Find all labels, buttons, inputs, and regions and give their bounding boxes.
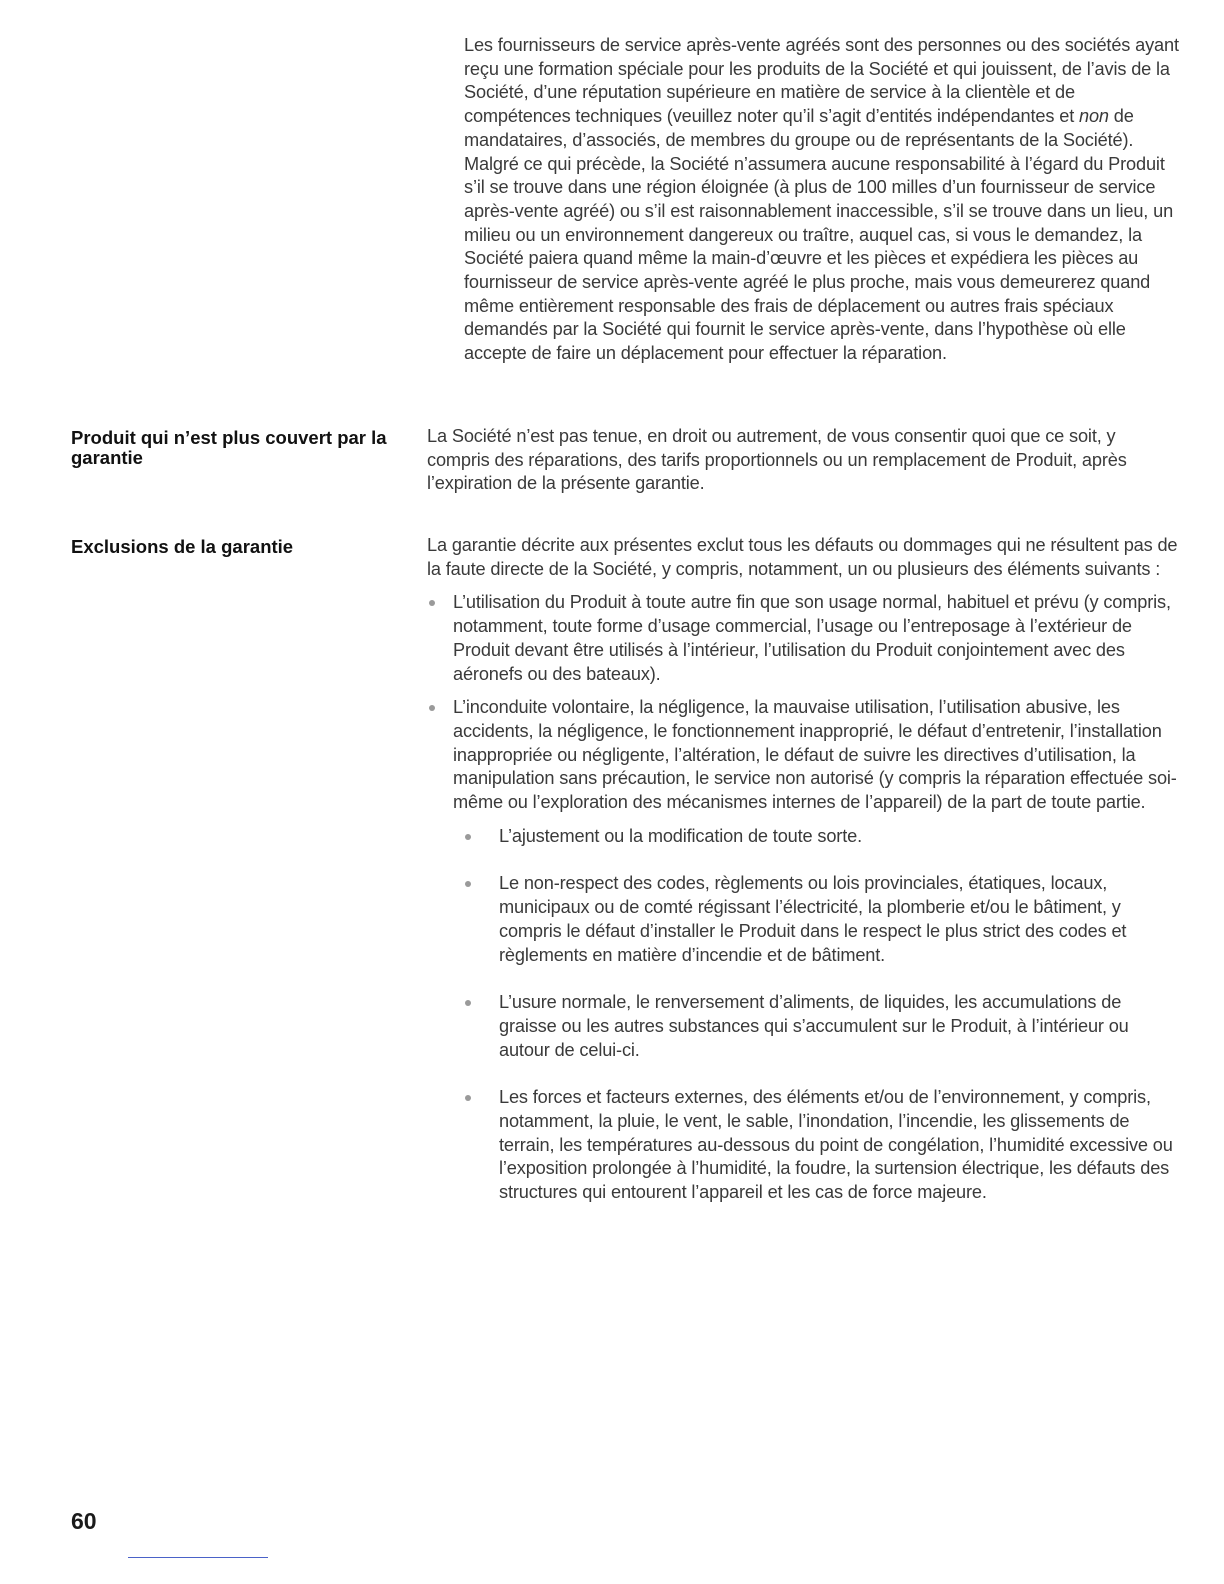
list-item bbox=[427, 991, 1182, 1062]
list-item bbox=[427, 872, 1182, 967]
expired-warranty-section bbox=[427, 425, 1182, 496]
exclusions-heading: Exclusions de la garantie bbox=[71, 536, 294, 557]
bullet-dot-icon bbox=[465, 881, 471, 887]
list-item bbox=[427, 1086, 1182, 1205]
list-item bbox=[427, 825, 1182, 849]
expired-warranty-text: La Société n’est pas tenue, en droit ou autrement, de vous consentir quoi que ce soit, y compris des réparations, des tarifs proportionnels ou un remplacement de Produit, après l’expiration de la présente garantie. bbox=[427, 426, 1127, 494]
exclusions-sub-list bbox=[427, 825, 1182, 1205]
list-item-text: L’inconduite volontaire, la négligence, la mauvaise utilisation, l’utilisation abusive, les accidents, la négligence, le fonctionnement inapproprié, le défaut d’entretenir, l’installation inappropriée ou négligente, l’altération, le défaut de suivre les directives d’utilisation, la manipulation sans précaution, le service non autorisé (y compris la réparation effectuée soi-même ou l’exploration des mécanismes internes de l’appareil) de la part de toute partie. bbox=[453, 697, 1177, 813]
bullet-dot-icon bbox=[429, 600, 435, 606]
expired-warranty-heading: Produit qui n’est plus couvert par la garantie bbox=[71, 427, 387, 468]
list-item-text: Le non-respect des codes, règlements ou lois provinciales, étatiques, locaux, municipaux ou de comté régissant l’électricité, la plomberie et/ou le bâtiment, y compris le défaut d’installer le Produit dans le respect le plus strict des codes et règlements en matière d’incendie et de bâtiment. bbox=[499, 873, 1127, 965]
exclusions-intro: La garantie décrite aux présentes exclut tous les défauts ou dommages qui ne résultent pas de la faute directe de la Société, y compris, notamment, un ou plusieurs des éléments suivants : bbox=[427, 535, 1178, 579]
list-item-text: L’utilisation du Produit à toute autre fin que son usage normal, habituel et prévu (y compris, notamment, toute forme d’usage commercial, l’usage ou l’entreposage à l’extérieur de Produit devant être utilisés à l’intérieur, l’utilisation du Produit conjointement avec des aéronefs ou des bateaux). bbox=[453, 592, 1171, 684]
bullet-dot-icon bbox=[465, 834, 471, 840]
bullet-dot-icon bbox=[465, 1000, 471, 1006]
service-provider-paragraph bbox=[464, 34, 1184, 366]
bullet-dot-icon bbox=[429, 705, 435, 711]
bullet-dot-icon bbox=[465, 1095, 471, 1101]
exclusions-section bbox=[427, 534, 1182, 1229]
exclusions-list bbox=[427, 591, 1182, 814]
list-item bbox=[427, 591, 1182, 686]
list-item-text: L’usure normale, le renversement d’aliments, de liquides, les accumulations de graisse ou les autres substances qui s’accumulent sur le Produit, à l’intérieur ou autour de celui-ci. bbox=[499, 992, 1129, 1060]
page-number: 60 bbox=[71, 1508, 97, 1534]
service-provider-text: Les fournisseurs de service après-vente agréés sont des personnes ou des sociétés ayant reçu une formation spéciale pour les produits de la Société et qui jouissent, de l’avis de la Société, d’une réputation supérieure en matière de service à la clientèle et de compétences techniques (veuillez noter qu’il s’agit d’entités indépendantes et non de mandataires, d’associés, de membres du groupe ou de représentants de la Société). Malgré ce qui précède, la Société n’assumera aucune responsabilité à l’égard du Produit s’il se trouve dans une région éloignée (à plus de 100 milles d’un fournisseur de service après-vente agréé) ou s’il est raisonnablement inaccessible, s’il se trouve dans un lieu, un milieu ou un environnement dangereux ou traître, auquel cas, si vous le demandez, la Société paiera quand même la main-d’œuvre et les pièces et expédiera les pièces au fournisseur de service après-vente agréé le plus proche, mais vous demeurerez quand même entièrement responsable des frais de déplacement ou autres frais spéciaux demandés par la Société qui fournit le service après-vente, dans l’hypothèse où elle accepte de faire un déplacement pour effectuer la réparation. bbox=[464, 35, 1179, 364]
list-item-text: L’ajustement ou la modification de toute sorte. bbox=[499, 825, 862, 846]
emphasis-non: non bbox=[1079, 106, 1109, 127]
footer-divider bbox=[128, 1557, 268, 1558]
list-item bbox=[427, 696, 1182, 815]
list-item-text: Les forces et facteurs externes, des éléments et/ou de l’environnement, y compris, notamment, la pluie, le vent, le sable, l’inondation, l’incendie, les glissements de terrain, les températures au-dessous du point de congélation, l’humidité excessive ou l’exposition prolongée à l’humidité, la foudre, la surtension électrique, les défauts des structures qui entourent l’appareil et les cas de force majeure. bbox=[499, 1087, 1173, 1203]
